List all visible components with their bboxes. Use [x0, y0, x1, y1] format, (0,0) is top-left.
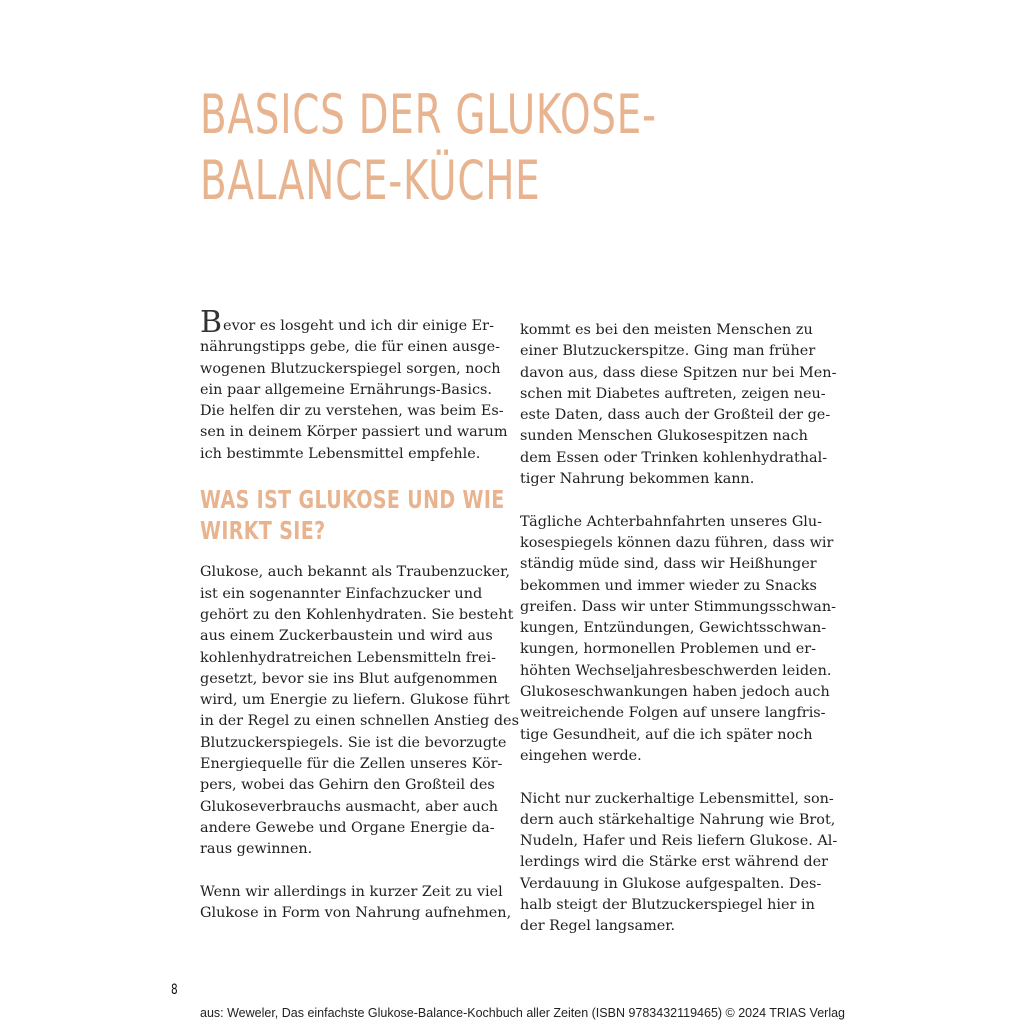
intro-paragraph	[200, 305, 508, 465]
body-line: bekommen und immer wieder zu Snacks	[520, 577, 817, 594]
right-paragraph-3	[520, 789, 838, 938]
body-line: gehört zu den Kohlenhydraten. Sie besteht	[200, 606, 514, 623]
body-line: halb steigt der Blutzuckerspiegel hier in	[520, 897, 815, 914]
body-line: kommt es bei den meisten Menschen zu	[520, 322, 813, 338]
body-line: Glukose in Form von Nahrung aufnehmen,	[200, 905, 512, 922]
chapter-title-line-2: BALANCE-KÜCHE	[200, 149, 541, 212]
intro-line: wogenen Blutzuckerspiegel sorgen, noch	[200, 360, 501, 377]
intro-line-1: Bevor es losgeht und ich dir einige Er-	[200, 305, 494, 340]
body-line: einer Blutzuckerspitze. Ging man früher	[520, 343, 816, 360]
left-column	[200, 305, 519, 924]
body-line: der Regel langsamer.	[520, 918, 676, 935]
intro-line: nährungstipps gebe, die für einen ausge-	[200, 339, 501, 356]
body-line: kungen, Entzündungen, Gewichtsschwan-	[520, 620, 827, 637]
body-line: dem Essen oder Trinken kohlenhydrathal-	[520, 449, 828, 466]
intro-line: Die helfen dir zu verstehen, was beim Es-	[200, 403, 504, 420]
body-line: aus einem Zuckerbaustein und wird aus	[200, 628, 493, 645]
body-line: pers, wobei das Gehirn den Großteil des	[200, 777, 495, 794]
body-line: gesetzt, bevor sie ins Blut aufgenommen	[200, 670, 498, 687]
body-line: kohlenhydratreichen Lebensmitteln frei-	[200, 649, 496, 666]
body-line: weitreichende Folgen auf unsere langfris-	[520, 705, 826, 722]
paragraph-gap	[520, 490, 812, 511]
body-line: wird, um Energie zu liefern. Glukose führt	[200, 692, 510, 709]
glucose-paragraph-2	[200, 882, 512, 925]
body-line: Wenn wir allerdings in kurzer Zeit zu viel	[200, 883, 503, 900]
body-line: kosespiegels können dazu führen, dass wir	[520, 534, 834, 551]
body-line: Glukose, auch bekannt als Traubenzucker,	[200, 564, 510, 581]
section-heading-line-1: WAS IST GLUKOSE UND WIE	[200, 485, 505, 515]
body-line: eingehen werde.	[520, 747, 642, 764]
body-line: Glukoseverbrauchs ausmacht, aber auch	[200, 798, 499, 815]
body-line: Verdauung in Glukose aufgespalten. Des-	[520, 875, 822, 892]
paragraph-gap	[200, 861, 492, 882]
body-line: Tägliche Achterbahnfahrten unseres Glu-	[520, 513, 823, 530]
body-line: andere Gewebe und Organe Energie da-	[200, 819, 495, 836]
body-line: greifen. Dass wir unter Stimmungsschwan-	[520, 598, 837, 615]
copyright-footer: aus: Weweler, Das einfachste Glukose-Balance-Kochbuch aller Zeiten (ISBN 9783432119465) © 2024 TRIAS Verlag	[200, 1006, 845, 1020]
intro-line: sen in deinem Körper passiert und warum	[200, 424, 508, 441]
glucose-paragraph-1	[200, 562, 519, 860]
paragraph-gap	[520, 767, 812, 788]
body-line: dern auch stärkehaltige Nahrung wie Brot,	[520, 811, 836, 828]
right-paragraph-2	[520, 512, 837, 768]
body-line: Glukoseschwankungen haben jedoch auch	[520, 684, 830, 701]
section-heading	[200, 484, 505, 546]
body-line: schen mit Diabetes auftreten, zeigen neu-	[520, 385, 826, 402]
body-line: ist ein sogenannter Einfachzucker und	[200, 585, 483, 602]
body-line: sunden Menschen Glukosespitzen nach	[520, 428, 808, 445]
body-line: ständig müde sind, dass wir Heißhunger	[520, 556, 817, 573]
body-line: Blutzuckerspiegels. Sie ist die bevorzugte	[200, 734, 507, 751]
body-line: lerdings wird die Stärke erst während der	[520, 854, 829, 871]
body-line: davon aus, dass diese Spitzen nur bei Men-	[520, 364, 837, 381]
section-heading-line-2: WIRKT SIE?	[200, 516, 326, 546]
body-line: höhten Wechseljahresbeschwerden leiden.	[520, 662, 832, 679]
intro-line: ein paar allgemeine Ernährungs-Basics.	[200, 381, 492, 398]
body-line: Nudeln, Hafer und Reis liefern Glukose. Al-	[520, 833, 838, 850]
body-line: kungen, hormonellen Problemen und er-	[520, 641, 817, 658]
page-number: 8	[171, 982, 178, 998]
right-column	[520, 320, 838, 938]
right-paragraph-1	[520, 320, 837, 490]
body-line: Nicht nur zuckerhaltige Lebensmittel, son-	[520, 790, 834, 807]
body-line: tiger Nahrung bekommen kann.	[520, 471, 755, 488]
body-line: Energiequelle für die Zellen unseres Kör-	[200, 756, 503, 773]
paragraph-gap	[200, 465, 492, 486]
body-line: in der Regel zu einen schnellen Anstieg des	[200, 713, 519, 730]
chapter-title	[200, 82, 704, 214]
drop-cap: B	[200, 305, 223, 340]
intro-line: ich bestimmte Lebensmittel empfehle.	[200, 445, 481, 462]
body-line: tige Gesundheit, auf die ich später noch	[520, 726, 813, 743]
body-line: este Daten, dass auch der Großteil der ge-	[520, 407, 831, 424]
body-line: raus gewinnen.	[200, 841, 313, 858]
chapter-title-line-1: BASICS DER GLUKOSE-	[200, 83, 657, 146]
